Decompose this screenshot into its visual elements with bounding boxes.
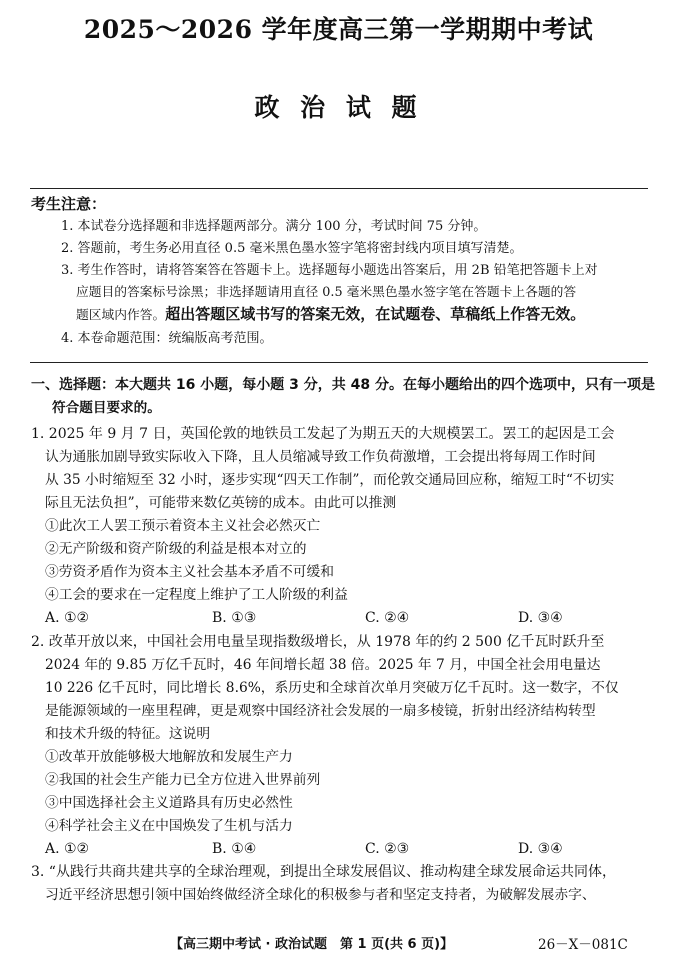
q2-option-c[interactable]: C. ②③	[365, 841, 410, 857]
page-footer-info: 【高三期中考试 · 政治试题 第 1 页(共 6 页)】	[170, 937, 454, 952]
subject-title: 政 治 试 题	[254, 93, 423, 122]
q1-statement: ④工会的要求在一定程度上维护了工人阶级的利益	[45, 587, 348, 603]
q2-statement: ②我国的社会生产能力已全方位进入世界前列	[45, 772, 321, 788]
q2-statement: ①改革开放能够极大地解放和发展生产力	[45, 749, 293, 765]
notice-bottom-rule	[30, 362, 648, 363]
q2-statement: ④科学社会主义在中国焕发了生机与活力	[45, 818, 293, 834]
q2-option-d[interactable]: D. ③④	[518, 841, 563, 857]
q3-stem-line: 习近平经济思想引领中国始终做经济全球化的积极参与者和坚定支持者，为破解发展赤字、	[45, 887, 596, 903]
q2-stem-line: 是能源领域的一座里程碑，更是观察中国经济社会发展的一扇多棱镜，折射出经济结构转型	[45, 703, 596, 719]
notice-title: 考生注意：	[31, 195, 107, 213]
q1-statement: ②无产阶级和资产阶级的利益是根本对立的	[45, 541, 307, 557]
q3-stem-line: 3. “从践行共商共建共享的全球治理观，到提出全球发展倡议、推动构建全球发展命运共同体，	[31, 864, 616, 880]
q1-option-d[interactable]: D. ③④	[518, 610, 563, 626]
q1-statement: ①此次工人罢工预示着资本主义社会必然灭亡	[45, 518, 321, 534]
q2-option-b[interactable]: B. ①④	[212, 841, 257, 857]
q1-stem-line: 1. 2025 年 9 月 7 日，英国伦敦的地铁员工发起了为期五天的大规模罢工。罢工的起因是工会	[31, 426, 615, 442]
q2-stem-line: 2024 年的 9.85 万亿千瓦时，46 年间增长超 38 倍。2025 年 7 月，中国全社会用电量达	[45, 657, 601, 673]
page-footer-code: 26－X－081C	[538, 937, 628, 953]
notice-item-3-cont: 应题目的答案标号涂黑；非选择题请用直径 0.5 毫米黑色墨水签字笔在答题卡上各题的答	[76, 285, 577, 300]
exam-title: 2025～2026 学年度高三第一学期期中考试	[83, 15, 594, 44]
notice-item-2: 2. 答题前，考生务必用直径 0.5 毫米黑色墨水签字笔将密封线内项目填写清楚。	[61, 241, 523, 256]
q1-option-a[interactable]: A. ①②	[45, 610, 90, 626]
notice-item-1: 1. 本试卷分选择题和非选择题两部分。满分 100 分，考试时间 75 分钟。	[61, 219, 487, 234]
q1-statement: ③劳资矛盾作为资本主义社会基本矛盾不可缓和	[45, 564, 335, 580]
q2-stem-line: 和技术升级的特征。这说明	[45, 726, 211, 742]
notice-warning-bold: 超出答题区域书写的答案无效，在试题卷、草稿纸上作答无效。	[165, 305, 586, 323]
notice-item-4: 4. 本卷命题范围：统编版高考范围。	[61, 331, 273, 346]
q1-option-c[interactable]: C. ②④	[365, 610, 410, 626]
q2-option-a[interactable]: A. ①②	[45, 841, 90, 857]
notice-item-3-tail: 题区域内作答。	[76, 308, 166, 323]
section-heading-cont: 符合题目要求的。	[52, 400, 161, 416]
notice-top-rule	[30, 188, 648, 189]
notice-item-3: 3. 考生作答时，请将答案答在答题卡上。选择题每小题选出答案后，用 2B 铅笔把答题卡上对	[61, 263, 598, 278]
section-heading: 一、选择题：本大题共 16 小题，每小题 3 分，共 48 分。在每小题给出的四个选项中，只有一项是	[31, 377, 655, 393]
q1-stem-line: 认为通胀加剧导致实际收入下降，且人员缩减导致工作负荷激增，工会提出将每周工作时间	[45, 449, 596, 465]
q1-stem-line: 际且无法负担”，可能带来数亿英镑的成本。由此可以推测	[45, 495, 397, 511]
q1-stem-line: 从 35 小时缩短至 32 小时，逐步实现“四天工作制”，而伦敦交通局回应称，缩短工时“不切实	[45, 472, 615, 488]
notice-item-3-end	[76, 303, 666, 328]
q2-stem-line: 10 226 亿千瓦时，同比增长 8.6%，系历史和全球首次单月突破万亿千瓦时。这一数字，不仅	[45, 680, 619, 696]
q2-stem-line: 2. 改革开放以来，中国社会用电量呈现指数级增长，从 1978 年的约 2 500 亿千瓦时跃升至	[31, 634, 605, 650]
q1-option-b[interactable]: B. ①③	[212, 610, 257, 626]
q2-statement: ③中国选择社会主义道路具有历史必然性	[45, 795, 293, 811]
